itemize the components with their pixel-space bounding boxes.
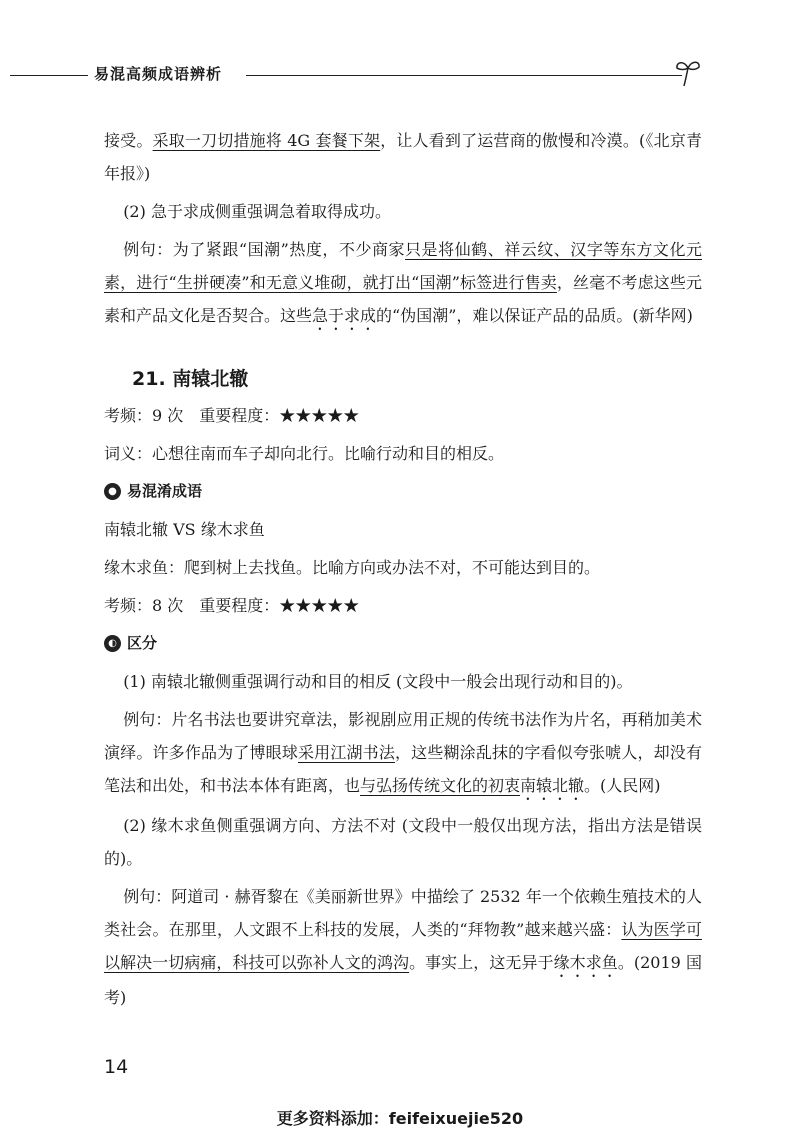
point-2-definition: (2) 缘木求鱼侧重强调方向、方法不对 (文段中一般仅出现方法，指出方法是错误的)。 [104, 816, 702, 868]
compare-icon: ◐ [104, 635, 121, 652]
text-span: ，丝毫不考虑这些元素和产品文化是否契合。这些 [104, 273, 702, 325]
header-title: 易混高频成语辨析 [94, 65, 223, 83]
heading-label: 区分 [127, 634, 158, 652]
emphasized-idiom: 南辕北辙 [520, 776, 585, 795]
page-number: 14 [104, 1056, 129, 1078]
text-span: 。事实上，这无异于 [409, 953, 554, 972]
bulb-icon: ● [104, 483, 121, 500]
confusable-heading [104, 475, 702, 508]
text-span: 的“伪国潮”，难以保证产品的品质。(新华网) [376, 306, 693, 325]
example-sentence [104, 703, 702, 804]
example-sentence [104, 233, 702, 334]
running-header [0, 58, 800, 88]
underlined-phrase: 与弘扬传统文化的初衷 [360, 776, 521, 795]
paragraph-continuation [104, 124, 702, 190]
meaning-line: 词义：心想往南而车子却向北行。比喻行动和目的相反。 [104, 444, 505, 463]
sprout-icon [674, 58, 702, 88]
text-span: ，这些糊涂乱抹的字看似夸张唬人，却没有笔法和出处，和书法本体有距离，也 [104, 743, 702, 795]
text-span: 接受。 [104, 131, 153, 150]
text-span: 例句：为了紧跟“国潮”热度，不少商家 [123, 240, 406, 259]
page-content [104, 124, 702, 1019]
heading-label: 易混淆成语 [127, 482, 203, 500]
distinction-heading [104, 627, 702, 660]
underlined-phrase: 认为医学可以解决一切病痛，科技可以弥补人文的鸿沟 [104, 920, 702, 972]
confusable-meaning: 缘木求鱼：爬到树上去找鱼。比喻方向或办法不对，不可能达到目的。 [104, 558, 601, 577]
example-sentence [104, 880, 702, 1014]
text-span: ，让人看到了运营商的傲慢和冷漠。(《北京青年报》) [104, 131, 702, 183]
point-2-definition: (2) 急于求成侧重强调急着取得成功。 [123, 202, 391, 221]
idiom-pair: 南辕北辙 VS 缘木求鱼 [104, 520, 265, 539]
point-1-definition: (1) 南辕北辙侧重强调行动和目的相反 (文段中一般会出现行动和目的)。 [123, 672, 633, 691]
underlined-phrase: 采用江湖书法 [298, 743, 395, 762]
footer-note: 更多资料添加：feifeixuejie520 [276, 1109, 524, 1128]
frequency-line: 考频：8 次 重要程度：★★★★★ [104, 596, 360, 615]
text-span: 例句：阿道司 · 赫胥黎在《美丽新世界》中描绘了 2532 年一个依赖生殖技术的人类社会。在那里，人文跟不上科技的发展，人类的“拜物教”越来越兴盛： [104, 887, 702, 939]
text-span: 。(2019 国考) [104, 953, 702, 1007]
emphasized-idiom: 缘木求鱼 [553, 953, 618, 972]
text-span: 。(人民网) [584, 776, 661, 795]
emphasized-idiom: 急于求成 [312, 306, 377, 325]
section-title: 21. 南辕北辙 [132, 368, 249, 390]
text-span: 例句：片名书法也要讲究章法，影视剧应用正规的传统书法作为片名，再稍加美术演绎。许多作品为了博眼球 [104, 710, 702, 762]
underlined-phrase: 采取一刀切措施将 4G 套餐下架 [152, 131, 381, 150]
frequency-line: 考频：9 次 重要程度：★★★★★ [104, 406, 360, 425]
header-rule-left [10, 75, 88, 76]
header-rule-right [246, 75, 682, 76]
underlined-phrase: 只是将仙鹤、祥云纹、汉字等东方文化元素，进行“生拼硬凑”和无意义堆砌，就打出“国潮”标签进行售卖 [104, 240, 702, 292]
